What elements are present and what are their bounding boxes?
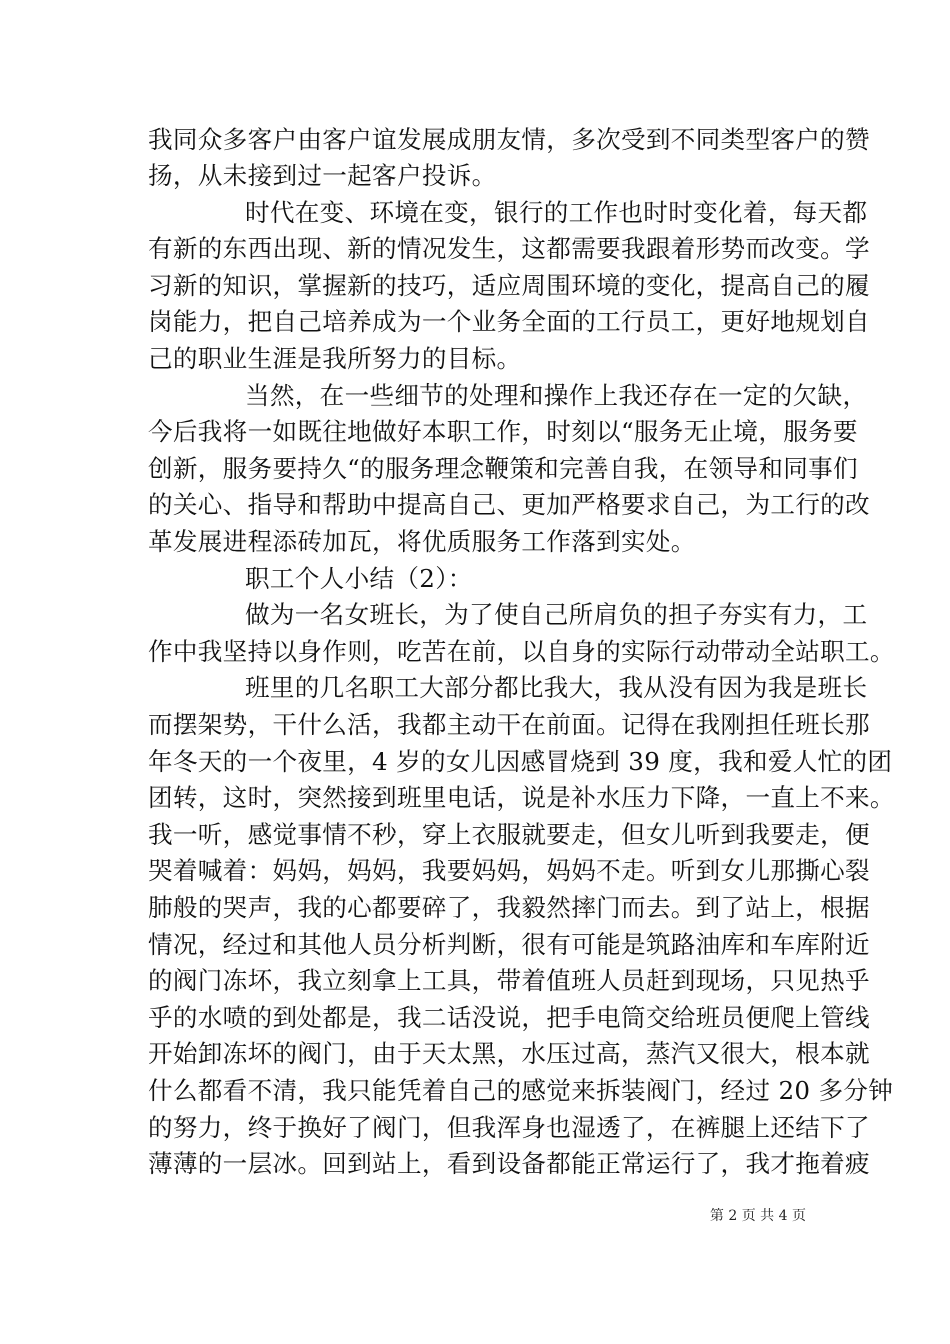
- text-line: 哭着喊着：妈妈，妈妈，我要妈妈，妈妈不走。听到女儿那撕心裂: [148, 856, 870, 885]
- text-line: 今后我将一如既往地做好本职工作，时刻以“服务无止境，服务要: [148, 417, 858, 446]
- paragraph-start-line: 做为一名女班长，为了使自己所肩负的担子夯实有力，工: [245, 600, 868, 629]
- section-heading: 职工个人小结（2）：: [245, 564, 473, 593]
- text-line: 情况，经过和其他人员分析判断，很有可能是筑路油库和车库附近: [148, 930, 870, 959]
- text-line: 我同众多客户由客户谊发展成朋友情，多次受到不同类型客户的赞: [148, 125, 870, 154]
- text-line: 的关心、指导和帮助中提高自己、更加严格要求自己，为工行的改: [148, 490, 870, 519]
- text-line: 有新的东西出现、新的情况发生，这都需要我跟着形势而改变。学: [148, 234, 870, 263]
- text-line: 我一听，感觉事情不秒，穿上衣服就要走，但女儿听到我要走，便: [148, 820, 870, 849]
- text-line: 习新的知识，掌握新的技巧，适应周围环境的变化，提高自己的履: [148, 271, 870, 300]
- text-line: 的努力，终于换好了阀门，但我浑身也湿透了，在裤腿上还结下了: [148, 1113, 870, 1142]
- paragraph-start-line: 班里的几名职工大部分都比我大，我从没有因为我是班长: [245, 673, 868, 702]
- text-line: 创新，服务要持久“的服务理念鞭策和完善自我，在领导和同事们: [148, 454, 858, 483]
- text-line: 年冬天的一个夜里，4 岁的女儿因感冒烧到 39 度，我和爱人忙的团: [148, 747, 893, 776]
- text-line: 团转，这时，突然接到班里电话，说是补水压力下降，一直上不来。: [148, 783, 895, 812]
- text-line: 开始卸冻坏的阀门，由于天太黑，水压过高，蒸汽又很大，根本就: [148, 1039, 870, 1068]
- text-line: 己的职业生涯是我所努力的目标。: [148, 344, 522, 373]
- text-line: 肺般的哭声，我的心都要碎了，我毅然摔门而去。到了站上，根据: [148, 893, 870, 922]
- text-line: 革发展进程添砖加瓦，将优质服务工作落到实处。: [148, 527, 696, 556]
- text-line: 乎的水喷的到处都是，我二话没说，把手电筒交给班员便爬上管线: [148, 1003, 870, 1032]
- text-line: 扬，从未接到过一起客户投诉。: [148, 161, 497, 190]
- page-number-footer: 第 2 页 共 4 页: [709, 1208, 806, 1224]
- text-line: 岗能力，把自己培养成为一个业务全面的工行员工，更好地规划自: [148, 307, 870, 336]
- text-line: 而摆架势，干什么活，我都主动干在前面。记得在我刚担任班长那: [148, 710, 870, 739]
- text-line: 的阀门冻坏，我立刻拿上工具，带着值班人员赶到现场，只见热乎: [148, 966, 870, 995]
- text-line: 薄薄的一层冰。回到站上，看到设备都能正常运行了，我才拖着疲: [148, 1149, 870, 1178]
- paragraph-start-line: 时代在变、环境在变，银行的工作也时时变化着，每天都: [245, 198, 868, 227]
- text-line: 什么都看不清，我只能凭着自己的感觉来拆装阀门，经过 20 多分钟: [148, 1076, 894, 1105]
- text-line: 作中我坚持以身作则，吃苦在前，以自身的实际行动带动全站职工。: [148, 637, 895, 666]
- paragraph-start-line: 当然，在一些细节的处理和操作上我还存在一定的欠缺，: [245, 381, 868, 410]
